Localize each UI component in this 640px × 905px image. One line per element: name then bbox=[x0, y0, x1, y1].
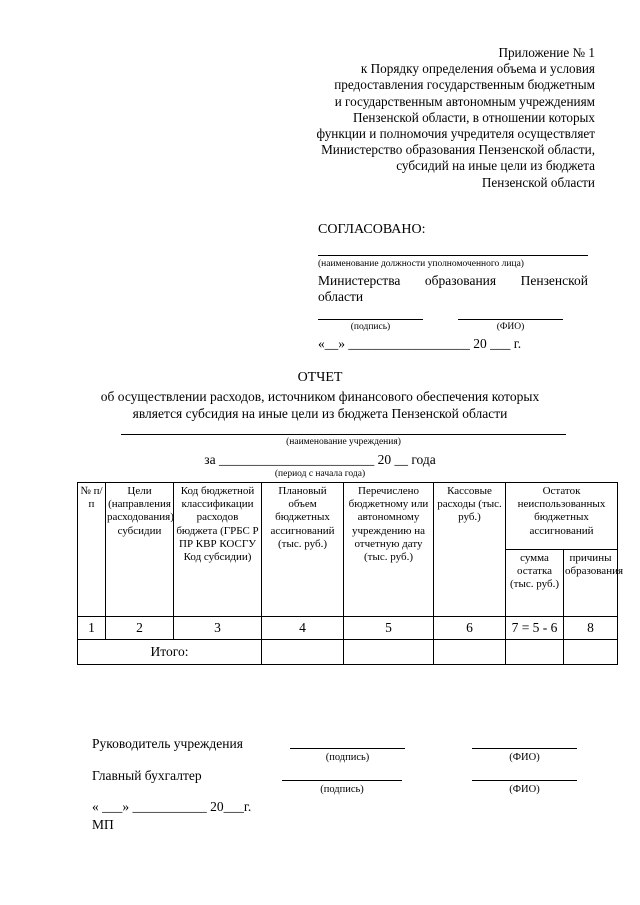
column-number: 7 = 5 - 6 bbox=[506, 617, 564, 640]
approval-name-caption: (ФИО) bbox=[496, 322, 525, 332]
accountant-signature-caption: (подпись) bbox=[320, 784, 364, 795]
position-caption: (наименование должности уполномоченного лица) bbox=[318, 259, 524, 269]
total-cell bbox=[434, 640, 506, 665]
approval-name-line bbox=[458, 319, 563, 320]
approval-title: СОГЛАСОВАНО: bbox=[318, 222, 426, 237]
header-cash: Кассовые расходы (тыс. руб.) bbox=[434, 483, 506, 617]
header-remainder-reasons: причины образования bbox=[564, 550, 618, 617]
column-number: 5 bbox=[344, 617, 434, 640]
total-cell bbox=[564, 640, 618, 665]
appendix-line: функции и полномочия учредителя осуществляет bbox=[316, 126, 595, 142]
header-row bbox=[78, 483, 618, 550]
approval-signature-line bbox=[318, 319, 423, 320]
period-line: за _______________________ 20 __ года bbox=[204, 452, 436, 467]
column-number: 8 bbox=[564, 617, 618, 640]
appendix-line: Пензенской области bbox=[481, 174, 595, 190]
head-name-line bbox=[472, 748, 577, 749]
header-planned: Плановый объем бюджетных ассигнований (тыс. руб.) bbox=[262, 483, 344, 617]
header-num: № п/п bbox=[78, 483, 106, 617]
report-title: ОТЧЕТ bbox=[297, 370, 343, 385]
signature-date-line: « ___» ___________ 20___г. bbox=[92, 799, 252, 814]
column-number: 6 bbox=[434, 617, 506, 640]
total-cell bbox=[344, 640, 434, 665]
total-cell bbox=[506, 640, 564, 665]
total-label: Итого: bbox=[78, 640, 262, 665]
column-number: 1 bbox=[78, 617, 106, 640]
appendix-header bbox=[235, 45, 595, 191]
column-numbers-row bbox=[78, 617, 618, 640]
accountant-name-line bbox=[472, 780, 577, 781]
accountant-signature-line bbox=[282, 780, 402, 781]
approval-date-line: «__» __________________ 20 ___ г. bbox=[318, 336, 522, 351]
head-signature-line bbox=[290, 748, 405, 749]
institution-caption: (наименование учреждения) bbox=[286, 437, 401, 447]
head-label: Руководитель учреждения bbox=[92, 736, 243, 751]
appendix-line: Приложение № 1 bbox=[498, 45, 595, 60]
column-number: 4 bbox=[262, 617, 344, 640]
head-name-caption: (ФИО) bbox=[509, 752, 540, 763]
report-table bbox=[77, 482, 624, 665]
stamp-label: МП bbox=[92, 817, 114, 832]
report-subtitle-line2: является субсидия на иные цели из бюджета Пензенской области bbox=[132, 406, 508, 421]
ministry-name-line1: Министерства образования Пензенской bbox=[318, 273, 588, 288]
total-row bbox=[78, 640, 618, 665]
appendix-line: Пензенской области, в отношении которых bbox=[353, 109, 595, 125]
institution-line bbox=[121, 434, 566, 435]
header-remainder: Остаток неиспользованных бюджетных ассигнований bbox=[506, 483, 618, 550]
header-transferred: Перечислено бюджетному или автономному учреждению на отчетную дату (тыс. руб.) bbox=[344, 483, 434, 617]
accountant-name-caption: (ФИО) bbox=[509, 784, 540, 795]
appendix-line: предоставления государственным бюджетным bbox=[334, 77, 595, 93]
ministry-name-line2: области bbox=[318, 289, 364, 304]
total-cell bbox=[262, 640, 344, 665]
appendix-line: и государственным автономным учреждениям bbox=[334, 93, 595, 109]
appendix-line: к Порядку определения объема и условия bbox=[360, 61, 595, 77]
column-number: 2 bbox=[106, 617, 174, 640]
appendix-line: субсидий на иные цели из бюджета bbox=[396, 158, 595, 174]
report-subtitle bbox=[0, 388, 640, 422]
report-subtitle-line1: об осуществлении расходов, источником финансового обеспечения которых bbox=[100, 389, 540, 404]
column-number: 3 bbox=[174, 617, 262, 640]
appendix-line: Министерство образования Пензенской области, bbox=[321, 142, 595, 158]
head-signature-caption: (подпись) bbox=[325, 752, 370, 763]
header-goals: Цели (направления расходования) субсидии bbox=[106, 483, 174, 617]
accountant-label: Главный бухгалтер bbox=[92, 768, 202, 783]
period-caption: (период с начала года) bbox=[274, 469, 366, 479]
header-code: Код бюджетной классификации расходов бюджета (ГРБС Р ПР КВР КОСГУ Код субсидии) bbox=[174, 483, 262, 617]
position-line bbox=[318, 255, 588, 256]
header-remainder-sum: сумма остатка (тыс. руб.) bbox=[506, 550, 564, 617]
approval-signature-caption: (подпись) bbox=[350, 322, 391, 332]
